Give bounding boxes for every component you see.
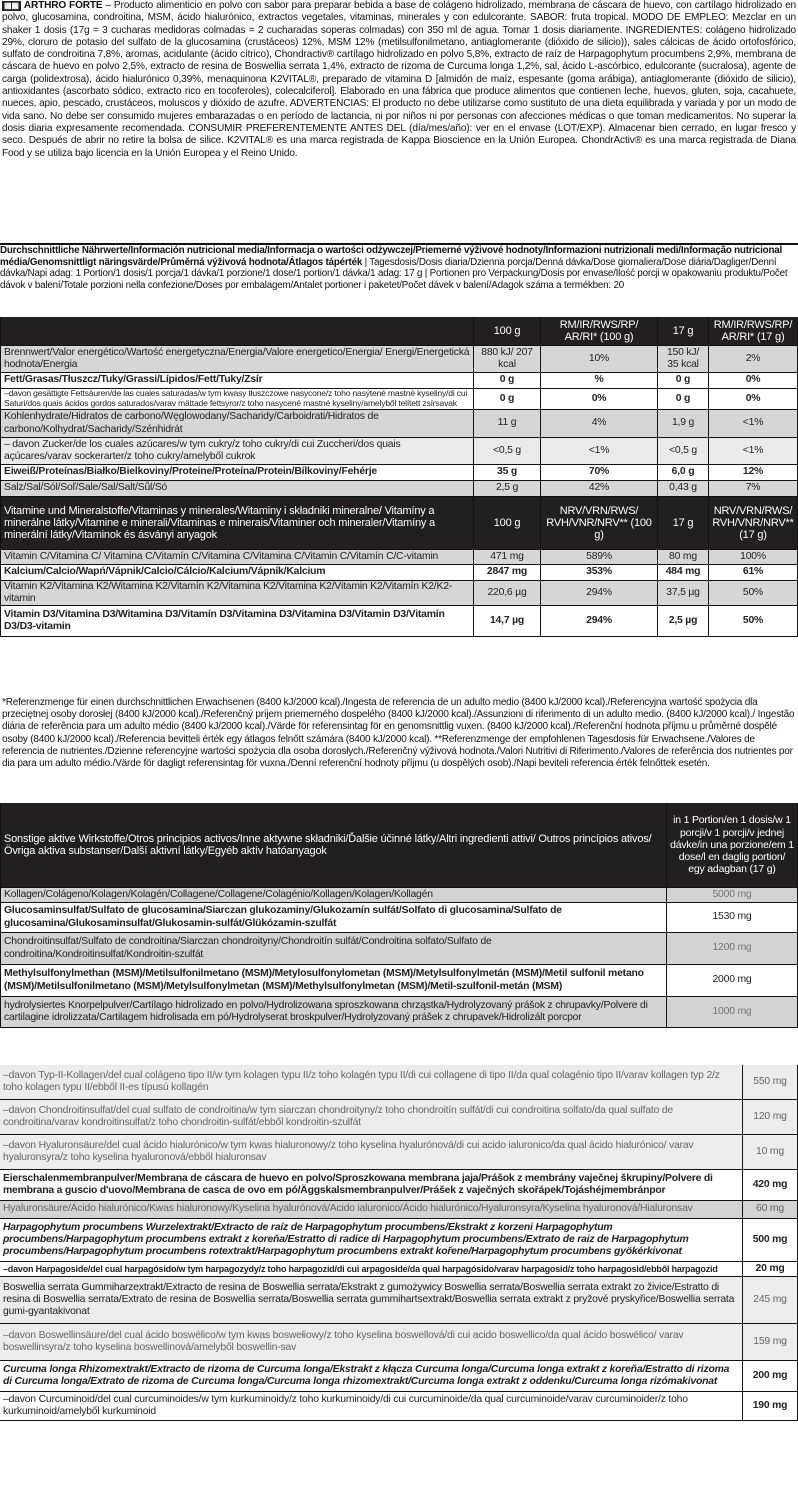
nutrition-header-title: Durchschnittliche Nährwerte/Información nutricional media/Informacja o wartości odżywczej/Priemerné výživové hodnoty/Informazioni nutrizionali medi/Informação nutricional média/Genomsnittligt näringsvärde/Průměrná výživová hodnota/Átlagos tápérték [0, 245, 783, 268]
intro-text: – Producto alimenticio en polvo con sabor para preparar bebida a base de colágeno hidrolizado, membrana de cáscara de huevo, con cartílago hidrolizado en polvo, glucosamina, condroitina, MSM, ácido hialurónico, extractos vegetales, vitaminas, minerales y con edulcorante. SABOR: fruta tropical. MODO DE EMPLEO: Mezclar en un shaker 1 dosis (17g = 3 cucharas medidoras colmadas = 2 cucharadas soperas colmadas) con 350 ml de agua. Tomar 1 dosis diariamente. INGREDIENTES: colágeno hidrolizado 29%, cloruro de potasio del sulfato de la glucosamina (crustáceos) 12%, MSM 12% (metilsulfonilmetano, antiaglomerante (dióxido de silicio)), sales cálcicas de ácido ortofosfórico, sulfato de condroitina 7,8%, aromas, acidulante (ácido cítrico), Chondractiv® cartílago hidrolizado en polvo 5,8%, extracto de raíz de Harpagophytum procumbens 2,9%, membrana de cáscara de huevo en polvo 2,5%, extracto de resina de Boswellia serrata 1,4%, extracto de rizoma de Curcuma longa 1,2%, sal, ácido L-ascórbico, edulcorante (sucralosa), agente de carga (polidextrosa), ácido hialurónico 0,39%, menaquinona K2VITAL®, preparado de vitamina D [almidón de maíz, espesante (goma arábiga), antiaglomerante (dióxido de silicio), antioxidantes (ascorbato sódico, extracto rico en tocoferoles), colecalciferol]. Elaborado en una fábrica que produce alimentos que contienen leche, huevos, gluten, soja, cacahuete, nueces, apio, pescado, crustáceos, moluscos y dióxido de azufre. ADVERTENCIAS: El producto no debe utilizarse como sustituto de una dieta equilibrada y variada y por un modo de vida sano. No debe ser consumido mujeres embarazadas o en período de lactancia, ni por niños ni por personas con afecciones médicas o que toman medicamentos. No superar la dosis diaria expresamente recomendada. CONSUMIR PREFERENTEMENTE ANTES DEL (día/mes/año): ver en el envase (LOT/EXP). Almacenar bien cerrado, en lugar fresco y seco. Después de abrir no retire la bolsa de silice. K2VITAL® es una marca registrada de Kappa Bioscience en la Unión Europea. ChondrActiv® es una marca registrada de Diana Food y se utiliza bajo licencia en la Unión Europea y el Reino Unido. [2, 0, 797, 159]
active-ingredients-subtable [0, 1065, 798, 1421]
table-row: Boswellia serrata Gummiharzextrakt/Extracto de resina de Boswellia serrata/Ekstrakt z gumożywicy Boswellia serrata/Boswellia serrata extrakt zo živice/Estratto di resina di Boswellia serrata/Extrato de resina de Boswellia serrata/Boswellia serrata gummihartsextrakt/Boswellia serrata extrakt z pryžové pryskyřice/Boswellia serrata gumi-gyantakivonat 245 mg [0, 1277, 798, 1324]
table-row: Curcuma longa Rhizomextrakt/Extracto de rizoma de Curcuma longa/Ekstrakt z kłącza Curcuma longa/Curcuma longa extrakt z koreňa/Estratto di rizoma di Curcuma longa/Extrato de rizoma de Curcuma longa/Curcuma longa rhizomextrakt/Curcuma longa extrakt z oddenku/Curcuma longa rizómakivonat 200 mg [0, 1361, 798, 1392]
table-row: Vitamin C/Vitamina C/ Vitamina C/Vitamín C/Vitamina C/Vitamina C/Vitamin C/Vitamín C/C-vitamin 471 mg 589% 80 mg 100% [1, 550, 798, 565]
table-row: Brennwert/Valor energético/Wartość energetyczna/Energia/Valore energetico/Energia/ Energi/Energetická hodnota/Energia 880 kJ/ 207 kcal 10% 150 kJ/ 35 kcal 2% [1, 346, 798, 373]
table-row: –davon Typ-II-Kollagen/del cual colágeno tipo II/w tym kolagen typu II/z toho kolagén typu II/di cui collagene di tipo II/da qual colagénio tipo II/varav kollagen typ 2/z toho kolagen typu II/ebből II-es típusú kollagén 550 mg [0, 1065, 798, 1100]
table-row: – davon Zucker/de los cuales azúcares/w tym cukry/z toho cukry/di cui Zuccheri/dos quais açúcares/varav sockerarter/z toho cukry/amelyből cukrok <0,5 g <1% <0,5 g <1% [1, 438, 798, 465]
table-row: Hyaluronsäure/Ácido hialurónico/Kwas hialuronowy/Kyselina hyalurónová/Acido ialuronico/Ácido hialurónico/Hyaluronsyra/Kyselina hyaluronová/Hialuronsav 60 mg [0, 1201, 798, 1219]
table-row: –davon Boswellinsäure/del cual ácido boswélico/w tym kwas boswełiowy/z toho kyselina boswellová/di cui acido boswellico/da qual ácido boswélico/ varav boswellinsyra/z toho kyselina boswellinová/amelyből boswellin-sav 159 mg [0, 1324, 798, 1361]
table-row: Harpagophytum procumbens Wurzelextrakt/Extracto de raíz de Harpagophytum procumbens/Ekstrakt z korzeni Harpagophytum procumbens/Harpagophytum procumbens extrakt z koreňa/Estratto di radice di Harpagophytum procumbens/Extrato de raiz de Harpagophytum procumbens/Harpagophytum procumbens rotextrakt/Harpagophytum procumbens extrakt kořene/Harpagophytum procumbens gyökérkivonat 500 mg [0, 1219, 798, 1262]
col-ri-100g: RM/IR/RWS/RP/ AR/RI* (100 g) [541, 317, 658, 346]
table-row: –davon Hyaluronsäure/del cual ácido hialurónico/w tym kwas hialuronowy/z toho kyselina hyalurónová/di cui acido ialuronico/da qual ácido hialurónico/ varav hyaluronsyra/z toho kyselina hyaluronová/ebből hialuronsav 10 mg [0, 1135, 798, 1170]
table-row: Vitamin K2/Vitamina K2/Witamina K2/Vitamín K2/Vitamina K2/Vitamina K2/Vitamin K2/Vitamín K2/K2-vitamin 220,6 µg 294% 37,5 µg 50% [1, 581, 798, 606]
table-row: Methylsulfonylmethan (MSM)/Metilsulfonilmetano (MSM)/Metylosulfonylometan (MSM)/Metylsulfonylmetán (MSM)/Metil sulfonil metano (MSM)/Metilsulfonilmetano (MSM)/Metylsulfonylmetan (MSM)/Methylsulfonylmetan (MSM)/Metil-szulfonil-metán (MSM) 2000 mg [1, 965, 798, 997]
brand-logo: ▦▦ [4, 1, 19, 10]
actives-header: Sonstige aktive Wirkstoffe/Otros principios activos/Inne aktywne składniki/Ďalšie účinné látky/Altri ingredienti attivi/ Outros princípios ativos/Övriga aktiva substanser/Další aktivní látky/Egyéb aktív hatóanyagok in 1 Portion/en 1 dosis/w 1 porcji/v 1 porcji/v jednej dávke/in una porzione/em 1 dose/l en daglig portion/ egy adagban (17 g) [1, 803, 798, 888]
col-17g: 17 g [658, 317, 709, 346]
nutrition-header-dose: | Tagesdosis/Dosis diaria/Dzienna porcja/Denná dávka/Dose giornaliera/Dose diária/Dagliger/Denní dávka/Napi adag: 1 Portion/1 dosis/1 porcja/1 dávka/1 porzione/1 dose/1 portion/1 dávka/1 adag: 17 g | Portionen pro Verpackung/Dosis por envase/Ilość porcji w opakowaniu produktu/Počet dávok v balení/Totale porzioni nella confezione/Doses por embalagem/Antalet portioner i paketet/Počet dávek v balení/Adagok száma a termékben: 20 [0, 256, 788, 291]
table-row: Vitamin D3/Vitamina D3/Witamina D3/Vitamín D3/Vitamina D3/Vitamina D3/Vitamin D3/Vitamín D3/D3-vitamin 14,7 µg 294% 2,5 µg 50% [1, 606, 798, 637]
table-row: Kohlenhydrate/Hidratos de carbono/Węglowodany/Sacharidy/Carboidrati/Hidratos de carbono/Kolhydrat/Sacharidy/Szénhidrát 11 g 4% 1,9 g <1% [1, 410, 798, 438]
intro-paragraph [2, 0, 796, 160]
nutrition-table-header [1, 317, 798, 346]
table-row: Salz/Sal/Sól/Soľ/Sale/Sal/Salt/Sůl/Só 2,5 g 42% 0,43 g 7% [1, 481, 798, 497]
reference-footnote: *Referenzmenge für einen durchschnittlichen Erwachsenen (8400 kJ/2000 kcal)./Ingesta de referencia de un adulto medio (8400 kJ/2000 kcal)./Referencyjna wartość spożycia dla przeciętnej osoby dorosłej (8400 kJ/2000 kcal)./Referenčný príjem priemerného dospelého (8400 kJ/2000 kcal)./Assunzioni di riferimento di un adulto medio. (8400 kJ/2000 kcal)./ Ingestão diária de referência para um adulto médio (8400 kJ/2000 kcal)./Värde för referensintag för en genomsnittlig vuxen. (8400 kJ/2000 kcal)./Referenční hodnota příjmu u průměrné dospělé osoby (8400 kJ/2000 kcal)./Referencia bevitteli érték egy átlagos felnőtt számára (8400 kJ/2000 kcal). **Referenzmenge der empfohlenen Tagesdosis für Erwachsene./Valores de referencia de nutrientes./Dzienne referencyjne wartości spożycia dla osoba dorosłych./Referenčný výživová hodnota./Valori Nutritivi di Riferimento./Valores de referência dos nutrientes por dia para um adulto médio./Värde för dagligt referensintag för vuxna./Denní referenční hodnoty příjmu (u dospělých osob)./Napi beviteli referencia érték felnőttek esetén. [2, 697, 795, 770]
table-row: Kollagen/Colágeno/Kolagen/Kolagén/Collagene/Collagene/Colagénio/Kollagen/Kolagen/Kollagén 5000 mg [1, 888, 798, 903]
table-row: Chondroitinsulfat/Sulfato de condroitina/Siarczan chondroityny/Chondroitín sulfát/Condroitina solfato/Sulfato de condroitina/Kondroitinsulfat/Kondroitin-szulfát 1200 mg [1, 933, 798, 965]
table-row: Kalcium/Calcio/Wapń/Vápnik/Calcio/Cálcio/Kalcium/Vápník/Kalcium 2847 mg 353% 484 mg 61% [1, 565, 798, 581]
table-row: Eiweiß/Proteínas/Białko/Bielkoviny/Proteine/Proteína/Protein/Bílkoviny/Fehérje 35 g 70% 6,0 g 12% [1, 465, 798, 481]
table-row: hydrolysiertes Knorpelpulver/Cartílago hidrolizado en polvo/Hydrolizowana sproszkowana chrząstka/Hydrolyzovaný prášok z chrupavky/Polvere di cartilagine idrolizzata/Cartilagem hidrolisada em pó/Hydrolyserat broskpulver/Hydrolyzovaný prášek z chrupavek/Hidrolizált porcpor 1000 mg [1, 997, 798, 1028]
vitamins-header: Vitamine und Mineralstoffe/Vitaminas y minerales/Witaminy i składniki mineralne/ Vitamíny a minerálne látky/Vitamine e minerali/Vitaminas e minerais/Vitaminer och mineraler/Vitamíny a minerální látky/Vitaminok és ásványi anyagok 100 g NRV/VRN/RWS/ RVH/VNR/NRV** (100 g) 17 g NRV/VRN/RWS/ RVH/VNR/NRV** (17 g) [1, 497, 798, 550]
table-row: –davon Curcuminoid/del cual curcuminoides/w tym kurkuminoidy/z toho kurkuminoidy/di cui curcuminoide/da qual curcuminoide/varav curcuminoider/z toho kurkuminoid/amelyből kurkuminoid 190 mg [0, 1392, 798, 1421]
active-ingredients-table [0, 803, 798, 1028]
table-row: –davon Harpagoside/del cual harpagósido/w tym harpagozydy/z toho harpagozid/di cui arpagoside/da qual harpagósido/varav harpagosid/z toho harpagosid/ebből harpagozid 20 mg [0, 1262, 798, 1277]
table-row: Fett/Grasas/Tłuszcz/Tuky/Grassi/Lípidos/Fett/Tuky/Zsír 0 g % 0 g 0% [1, 373, 798, 389]
table-row: –davon gesättigte Fettsäuren/de las cuales saturadas/w tym kwasy tłuszczowe nasycone/z toho nasýtené mastné kyseliny/di cui Saturi/dos quais ácidos gordos saturados/varav mättade fettsyror/z toho nasycené mastné kyseliny/amelyből telített zsírsavak 0 g 0% 0 g 0% [1, 389, 798, 410]
table-row: –davon Chondroitinsulfat/del cual sulfato de condroitina/w tym siarczan chondroityny/z toho chondroitín sulfát/di cui condroitina solfato/da qual sulfato de condroitina/varav kondroitinsulfat/z toho chondroitin-sulfát/ebből kondroitin-szulfát 120 mg [0, 1100, 798, 1135]
col-100g: 100 g [474, 317, 541, 346]
nutrition-table [0, 317, 798, 637]
table-row: Glucosaminsulfat/Sulfato de glucosamina/Siarczan glukozaminy/Glukozamín sulfát/Solfato di glucosamina/Sulfato de glucosamina/Glukosaminsulfat/Glukosamin-sulfát/Glükózamin-szulfát 1530 mg [1, 903, 798, 933]
col-ri-17g: RM/IR/RWS/RP/ AR/RI* (17 g) [709, 317, 798, 346]
product-name: ARTHRO FÓRTE [23, 0, 103, 11]
table-row: Eierschalenmembranpulver/Membrana de cáscara de huevo en polvo/Sproszkowana membrana jaja/Prášok z membrány vaječnej škrupiny/Polvere di membrana a guscio d'uovo/Membrana de casca de ovo em pó/Äggskalsmembranpulver/Prášek z vaječných skořápek/Tojáshéjmembránpor 420 mg [0, 1170, 798, 1201]
